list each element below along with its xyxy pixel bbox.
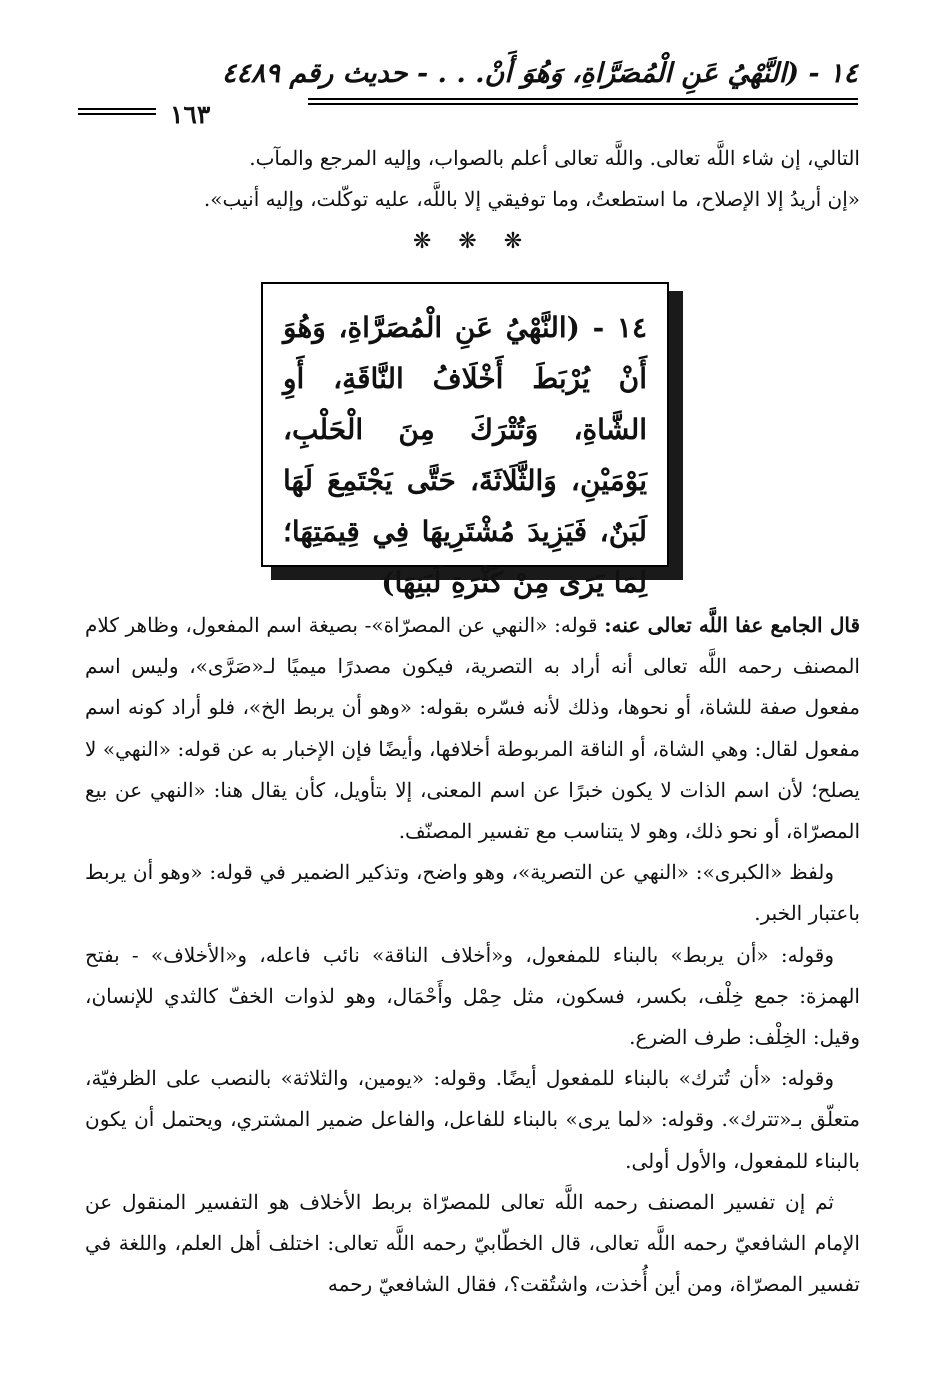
commentary-body xyxy=(85,605,860,1305)
paragraph-lead: قال الجامع عفا اللَّه تعالى عنه: xyxy=(604,613,860,637)
page-number: ١٦٣ xyxy=(170,100,211,129)
paragraph xyxy=(85,605,860,852)
intro-quote: «إن أريدُ إلا الإصلاح، ما استطعتُ، وما توفيقي إلا باللَّه، عليه توكّلت، وإليه أنيب». xyxy=(203,187,860,211)
intro-line: التالي، إن شاء اللَّه تعالى. واللَّه تعالى أعلم بالصواب، وإليه المرجع والمآب. xyxy=(249,146,860,170)
intro-section xyxy=(85,138,860,264)
paragraph: ثم إن تفسير المصنف رحمه اللَّه تعالى للمصرّاة بربط الأخلاف هو التفسير المنقول عن الإمام الشافعيّ رحمه اللَّه تعالى، قال الخطّابيّ رحمه اللَّه تعالى: اختلف أهل العلم، واللغة في تفسير المصرّاة، ومن أين أُخذت، واشتُقت؟، فقال الشافعيّ رحمه xyxy=(85,1189,860,1297)
header-rule-short xyxy=(78,108,156,115)
page-header xyxy=(78,50,858,129)
header-rule xyxy=(308,98,858,105)
paragraph: وقوله: «أن يربط» بالبناء للمفعول، و«أخلاف الناقة» نائب فاعله، و«الأخلاف» - بفتح الهمزة: جمع خِلْف، بكسر، فسكون، مثل حِمْل وأَحْمَال، وهو لذوات الخفّ كالثدي للإنسان، وقيل: الخِلْف: طرف الضرع. xyxy=(85,942,860,1050)
paragraph: ولفظ «الكبرى»: «النهي عن التصرية»، وهو واضح، وتذكير الضمير في قوله: «وهو أن يربط باعتبار الخبر. xyxy=(85,860,860,926)
chapter-title: ١٤ - (النَّهْيُ عَنِ الْمُصَرَّاةِ، وَهُوَ أَنْ يُرْبَطَ أَخْلَافُ النَّاقَةِ، أَوِ الشَّاةِ، وَتُتْرَكَ مِنَ الْحَلْبِ، يَوْمَيْنِ، وَالثَّلَاثَةَ، حَتَّى يَجْتَمِعَ لَهَا لَبَنٌ، فَيَزِيدَ مُشْتَرِيهَا فِي قِيمَتِهَا؛ لِمَا يَرَى مِنْ كَثْرَةِ لَبَنِهَا) xyxy=(283,311,647,599)
section-separator: ❋ ❋ ❋ xyxy=(412,229,533,254)
paragraph-text: قوله: «النهي عن المصرّاة»- بصيغة اسم المفعول، وظاهر كلام المصنف رحمه اللَّه تعالى أنه أراد به التصرية، فيكون مصدرًا ميميًا لـ«صَرَّى»، وليس اسم مفعول صفة للشاة، أو نحوها، وذلك لأنه فسّره بقوله: «وهو أن يربط الخ»، فلو أراد كونه اسم مفعول لقال: وهي الشاة، أو الناقة المربوطة أخلافها، وأيضًا فإن الإخبار به عن قوله: «النهي» لا يصلح؛ لأن اسم الذات لا يكون خبرًا عن اسم المعنى، إلا بتأويل، كأن يقال هنا: «النهي عن بيع المصرّاة، أو نحو ذلك، وهو لا يتناسب مع تفسير المصنّف. xyxy=(85,613,860,844)
chapter-title-box xyxy=(261,282,669,599)
paragraph: وقوله: «أن تُترك» بالبناء للمفعول أيضًا. وقوله: «يومين، والثلاثة» بالنصب على الظرفيّة، متعلّق بـ«تترك». وقوله: «لما يرى» بالبناء للفاعل، والفاعل ضمير المشتري، ويحتمل أن يكون بالبناء للمفعول، والأول أولى. xyxy=(85,1066,860,1173)
running-title: ١٤ - (النَّهْيُ عَنِ الْمُصَرَّاةِ، وَهُوَ أَنْ. . . - حديث رقم ٤٤٨٩ xyxy=(221,58,858,89)
